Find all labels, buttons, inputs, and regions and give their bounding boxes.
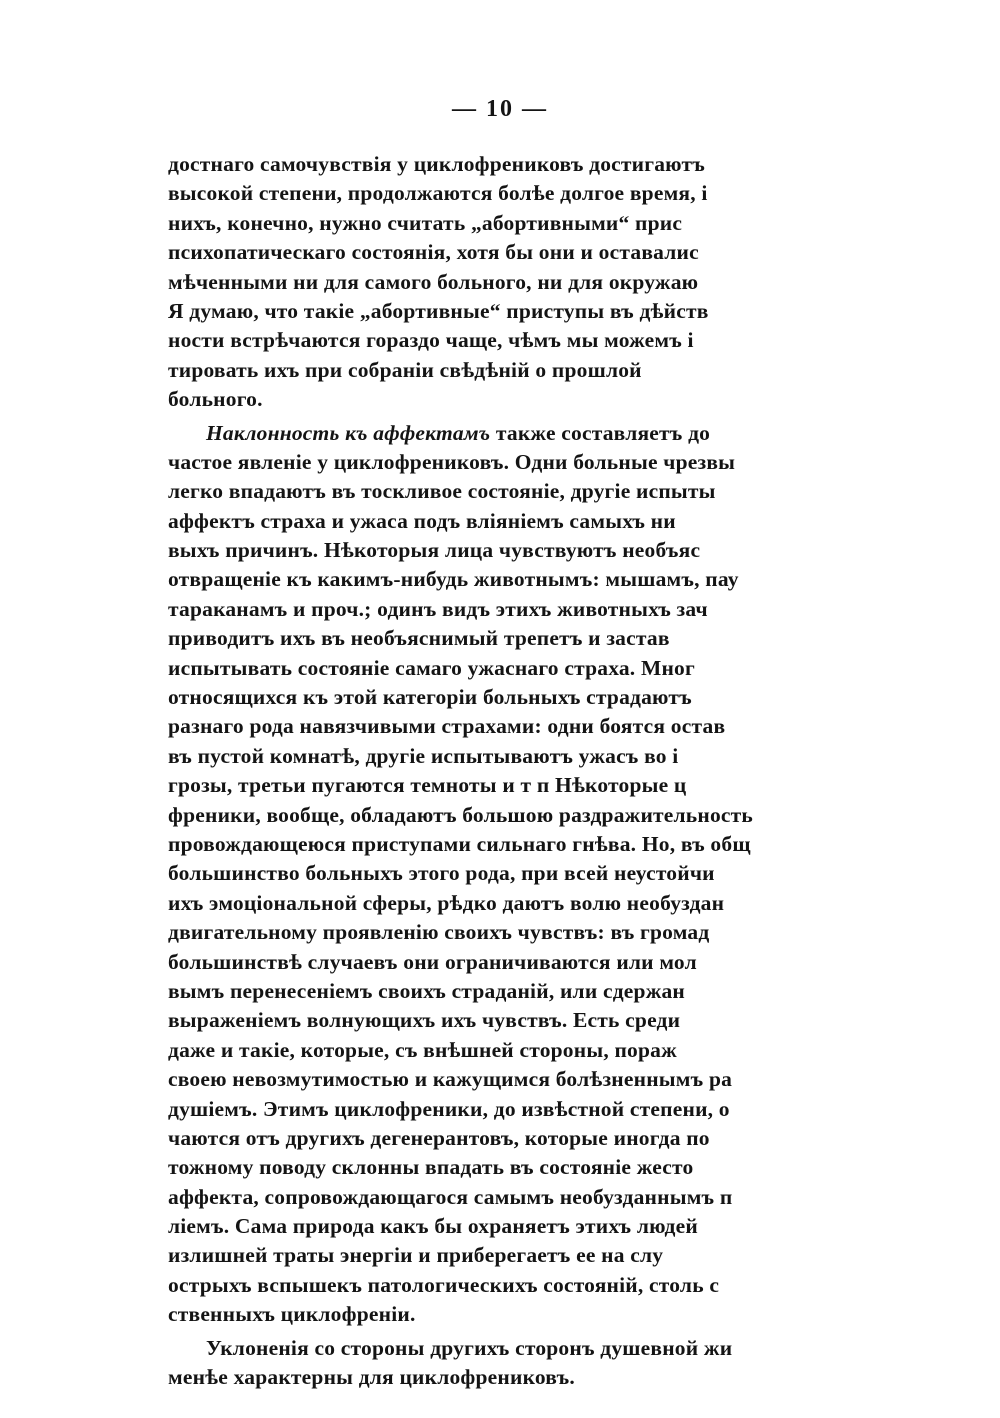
text-line: больного. — [168, 387, 263, 412]
text-line: ности встрѣчаются гораздо чаще, чѣмъ мы можемъ і — [168, 328, 694, 353]
text-line: испытывать состояніе самаго ужаснаго страха. Мног — [168, 655, 695, 680]
text-line: нихъ, конечно, нужно считать „абортивными“ прис — [168, 210, 683, 235]
text-line: достнаго самочувствія у циклофрениковъ достигаютъ — [168, 152, 706, 176]
text-line: относящихся къ этой категоріи больныхъ страдаютъ — [168, 685, 692, 710]
text-line: ліемъ. Сама природа какъ бы охраняетъ этихъ людей — [168, 1214, 698, 1239]
text-line: грозы, третьи пугаются темноты и т п Нѣкоторые ц — [168, 773, 687, 798]
text-line: ихъ эмоціональной сферы, рѣдко даютъ волю необуздан — [168, 890, 725, 915]
text-line: душіемъ. Этимъ циклофреники, до извѣстной степени, о — [168, 1096, 730, 1121]
text-line: Уклоненія со стороны другихъ сторонъ душевной жи — [206, 1335, 733, 1360]
text-line: даже и такіе, которые, съ внѣшней стороны, пораж — [168, 1037, 677, 1062]
text-line: разнаго рода навязчивыми страхами: одни боятся остав — [168, 714, 726, 739]
text-line: тировать ихъ при собраніи свѣдѣній о прошлой — [168, 357, 642, 382]
text-line: острыхъ вспышекъ патологическихъ состояній, столь с — [168, 1272, 720, 1297]
text-span: также составляетъ до — [490, 420, 711, 445]
emphasized-term: Наклонность къ аффектамъ — [206, 420, 491, 445]
text-line: аффекта, сопровождающагося самымъ необузданнымъ п — [168, 1184, 733, 1209]
paragraph-1 — [168, 150, 808, 415]
text-line: легко впадаютъ въ тоскливое состояніе, другіе испыты — [168, 479, 716, 504]
text-line: тараканамъ и проч.; одинъ видъ этихъ животныхъ зач — [168, 596, 708, 621]
paragraph-2 — [168, 419, 808, 1330]
text-line: большинствѣ случаевъ они ограничиваются или мол — [168, 949, 697, 974]
text-line: высокой степени, продолжаются болѣе долгое время, і — [168, 181, 708, 206]
body-text — [168, 150, 808, 1392]
text-line: провождающеюся приступами сильнаго гнѣва. Но, въ общ — [168, 831, 751, 856]
text-line: выраженіемъ волнующихъ ихъ чувствъ. Есть среди — [168, 1008, 681, 1033]
text-line: въ пустой комнатѣ, другіе испытываютъ ужасъ во і — [168, 743, 679, 768]
text-line: своею невозмутимостью и кажущимся болѣзненнымъ ра — [168, 1067, 733, 1092]
text-line: мѣченными ни для самого больного, ни для окружаю — [168, 269, 699, 294]
text-line: чаются отъ другихъ дегенерантовъ, которые иногда по — [168, 1125, 710, 1150]
text-line: отвращеніе къ какимъ-нибудь животнымъ: мышамъ, пау — [168, 567, 739, 592]
text-line: менѣе характерны для циклофрениковъ. — [168, 1365, 575, 1390]
text-line: частое явленіе у циклофрениковъ. Одни больные чрезвы — [168, 449, 736, 474]
text-line: психопатическаго состоянія, хотя бы они и оставалис — [168, 240, 699, 265]
text-line: вымъ перенесеніемъ своихъ страданій, или сдержан — [168, 978, 686, 1003]
text-line: излишней траты энергіи и прибeрегаетъ ее на слу — [168, 1243, 664, 1268]
page-number: — 10 — — [452, 96, 548, 122]
text-line: двигательному проявленію своихъ чувствъ: въ громад — [168, 920, 710, 945]
text-line: аффектъ страха и ужаса подъ вліяніемъ самыхъ ни — [168, 508, 676, 533]
text-line: Я думаю, что такіе „абортивные“ приступы въ дѣйств — [168, 298, 709, 323]
text-line: тожному поводу склонны впадать въ состояніе жесто — [168, 1155, 694, 1180]
text-line: приводитъ ихъ въ необъяснимый трепетъ и застав — [168, 626, 670, 651]
text-line — [168, 419, 808, 448]
text-line: френики, вообще, обладаютъ большою раздражительность — [168, 802, 753, 827]
text-line: выхъ причинъ. Нѣкоторыя лица чувствуютъ необъяс — [168, 538, 701, 563]
text-line: ственныхъ циклофреніи. — [168, 1302, 416, 1327]
text-line: большинство больныхъ этого рода, при всей неустойчи — [168, 861, 715, 886]
paragraph-3 — [168, 1334, 808, 1393]
